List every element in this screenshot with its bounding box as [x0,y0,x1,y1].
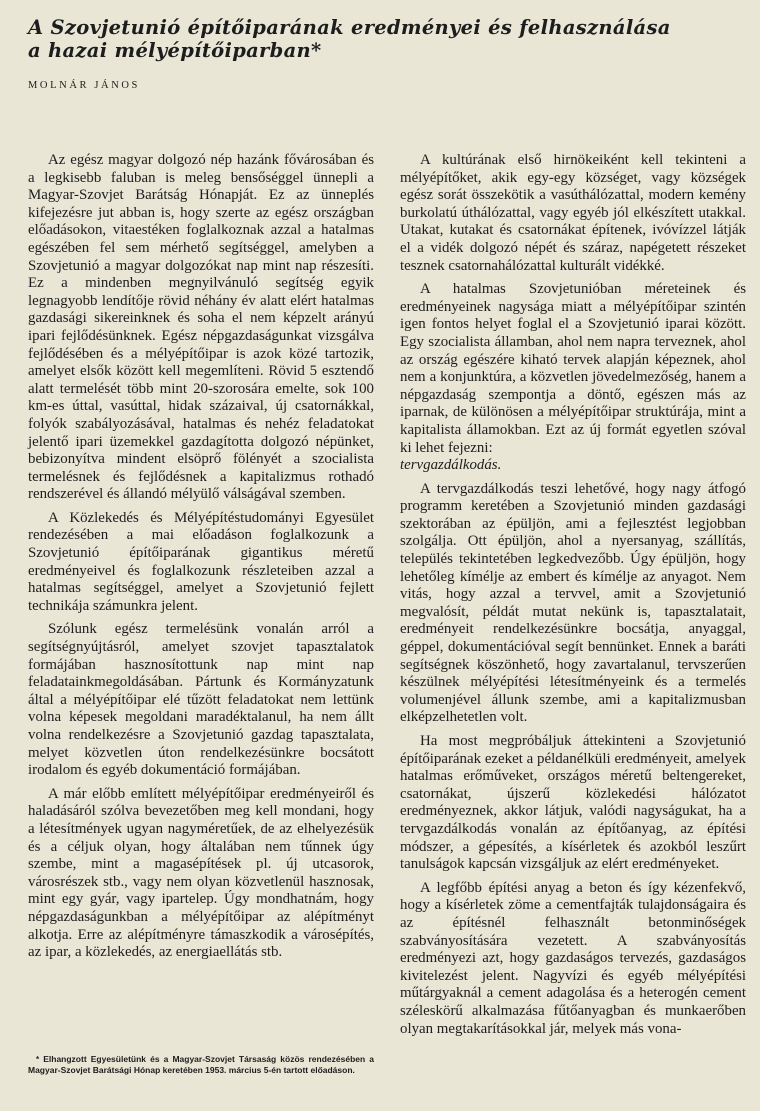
paragraph: Szólunk egész termelésünk vonalán arról a segítségnyújtásról, amelyet szovjet tapasztalatok formájában hasznosítottunk nap mint nap feladatainkmegoldásában. Pártunk és Kormányzatunk által a mélyépítőipar elé tűzött feladatokat nem lettünk volna képesek megoldani maradéktalanul, ha nem állt volna rendelkezésre a Szovjetunió gazdag tapasztalata, melyet közvetlen úton rendelkezésünkre bocsátott irodalom és egyéb dokumentáció formájában. [28,621,374,779]
footnote-marker: * [36,1055,40,1064]
paragraph: A kultúrának első hirnökeiként kell tekinteni a mélyépítőket, akik egy-egy községet, vagy községek egész sorát összekötik a vasúthálózattal, modern kemény burkolatú úthálózattal, vagy egyéb jól elkészített utakkal. Utakat, kutakat és csatornákat építenek, ivóvízzel látják el a vidék dolgozó népét és száraz, napégetett részeket tesznek csatornahálózattal kulturált vidékké. [400,152,746,274]
paragraph: A tervgazdálkodás teszi lehetővé, hogy nagy átfogó programm keretében a Szovjetunió minden gazdasági szektorában az épüljön, ami a fejlesztést legjobban szolgálja. Ott épüljön, ahol a nyersanyag, szállítás, település tekintetében legkedvezőbb. Úgy épüljön, hogy lehetőleg kímélje az embert és kímélje az anyagot. Nem vitás, hogy azzal a tervvel, amit a Szovjetunió megvalósít, példát mutat nekünk is, tapasztalatait, eredményeit rendelkezésünkre bocsátja, anyaggal, géppel, dokumentációval segít bennünket. Ennek a baráti segítségnek köszönhető, hogy zavartalanul, tervszerűen készülnek mélyépítési létesítményeink és a termelés volumenjével állunk szembe, ami a kapitalizmusban elképzelhetetlen volt. [400,480,746,726]
right-column [400,152,746,1044]
paragraph: A már előbb említett mélyépítőipar eredményeiről és haladásáról szólva bevezetőben meg kell mondani, hogy a létesítmények ugyan nagyméretűek, de az elhelyezésük és a céljuk olyan, hogy általában nem tűnnek úgy szembe, mint a magasépítések pl. új utcasorok, városrészek stb., vagy nem olyan közvetlenül hasznosak, mint egy gyár, vagy ipartelep. Úgy mondhatnám, hogy népgazdaságunkban a mélyépítőipar az alépítményt alkotja. Erre az alépítményre támaszkodik a városépítés, az ipar, a közlekedés, az energiaellátás stb. [28,785,374,961]
paragraph: A legfőbb építési anyag a beton és így kézenfekvő, hogy a kísérletek zöme a cementfajták tulajdonságaira és az építésnél felhasznált betonminőségek szabványosítására vezetett. A szabványosítás eredményezi azt, hogy gazdaságos tervezés, gazdaságos kivitelezést jelent. Nagyvízi és egyéb mélyépítési műtárgyaknál a cement adagolása és a heterogén cement széleskörű alkalmazása fűtőanyagban és munkaerőben olyan megtakarításokkal jár, melyek más vona- [400,879,746,1037]
article-title [28,16,738,62]
paragraph: Az egész magyar dolgozó nép hazánk fővárosában és a legkisebb faluban is meleg bensőséggel ünnepli a Magyar-Szovjet Barátság Hónapját. Ez az ünneplés kifejezésre jut abban is, hogy szerte az egész országban előadásokon, vitaestéken foglalkoznak azzal a hatalmas egészében fel sem mérhető segítséggel, amelyben a Szovjetunió a magyar dolgozókat nap mint nap részesíti. Ez a mindenben megnyilvánuló segítség egyik legnagyobb lendítője rövid néhány év alatt elért hatalmas gazdasági sikereinknek és soha el nem képzelt arányú ipari fejlődésünknek. Egész népgazdaságunkat vizsgálva fejlődésében és a mélyépítőipar is azok közé tartozik, amelyet elsők között kell megemlíteni. Rövid 5 esztendő alatt termelését több mint 20-szorosára emelte, sok 100 km-es úttal, vasúttal, hidak százaival, új csatornákkal, folyók szabályozásával, hatalmas és nehéz feladatokat jelentő ipari üzemekkel gazdagította dolgozó népünket, bebizonyítva mindent elsöprő fölényét a szocialista termelésnek és fejlődésnek a kapitalizmus rothadó rendszerével és állandó mélyülő válságával szemben. [28,152,374,503]
title-line-1: A Szovjetunió építőiparának eredményei és felhasználása [28,16,671,39]
paragraph: A Közlekedés és Mélyépítéstudományi Egyesület rendezésében a mai előadáson foglalkozunk a Szovjetunió építőiparának gigantikus méretű eredményeivel és foglalkozunk részleteiben azzal a hatalmas segítséggel, amelyet a Szovjetunió fejlett technikája számunkra jelent. [28,509,374,614]
footnote-text: Elhangzott Egyesületünk és a Magyar-Szovjet Társaság közös rendezésében a Magyar-Szovjet Barátsági Hónap keretében 1953. március 5-én tartott előadáson. [28,1054,374,1076]
paragraph [400,281,746,475]
title-line-2: a hazai mélyépítőiparban* [28,39,322,62]
footnote [28,1054,374,1076]
paragraph-text: A hatalmas Szovjetunióban méreteinek és eredményeinek nagysága miatt a mélyépítőipar szintén igen fontos helyet foglal el a Szovjetunió iparai között. Egy szocialista államban, ahol nem napra terveznek, ahol az ország egészére kiható tervek alapján képeznek, ahol nem a konjunktúra, a közvetlen jövedelmezőség, hanem a népgazdaság szempontja a döntő, egészen más az iparnak, de különösen a mélyépítőipar struktúrája, mint a kapitalista államokban. Ezt az új formát egyetlen szóval ki lehet fejezni: [400,281,746,456]
left-column [28,152,374,968]
paragraph: Ha most megpróbáljuk áttekinteni a Szovjetunió építőiparának ezeket a példanélküli eredményeit, amelyek hatalmas erőműveket, országos méretű beltengereket, csatornákat, újszerű közlekedési hálózatot eredményeznek, akkor látjuk, valódi nagyságukat, ha a tervgazdálkodás vonalán az építőanyag, az építési módszer, a gépesítés, a kísérletek és azokból leszűrt tanulságok kapcsán vizsgáljuk az elért eredményeket. [400,733,746,873]
author-name: MOLNÁR JÁNOS [28,80,141,91]
italic-term: tervgazdálkodás. [400,457,502,474]
